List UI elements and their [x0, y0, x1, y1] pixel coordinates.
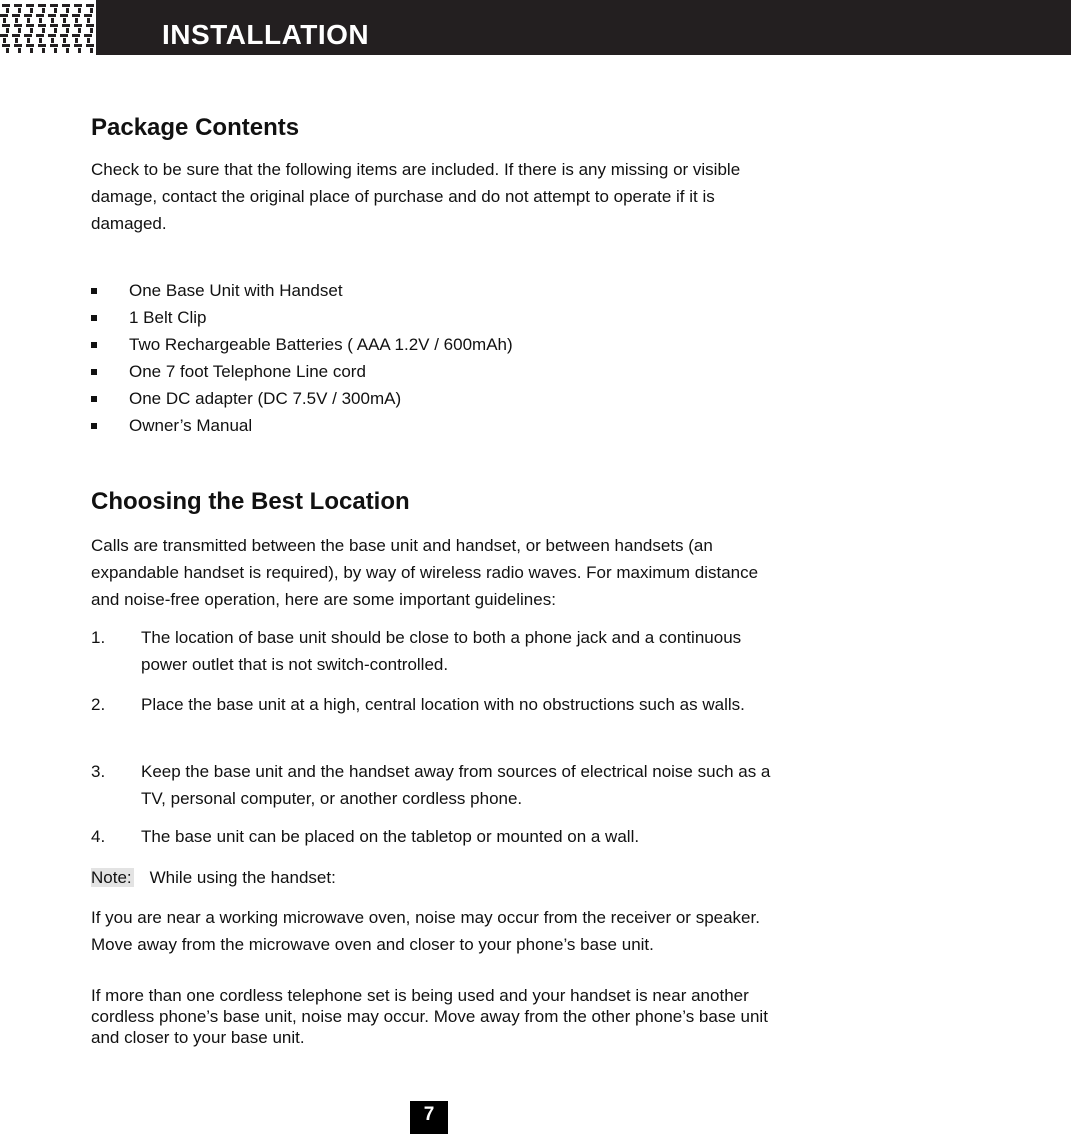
- square-bullet-icon: [91, 315, 97, 321]
- list-item: [91, 358, 513, 385]
- square-bullet-icon: [91, 423, 97, 429]
- list-item-label: One 7 foot Telephone Line cord: [129, 362, 366, 381]
- note-text: While using the handset:: [149, 868, 336, 887]
- square-bullet-icon: [91, 288, 97, 294]
- list-item: [91, 304, 513, 331]
- guideline-number: 3.: [91, 762, 106, 781]
- microwave-paragraph: If you are near a working microwave oven, noise may occur from the receiver or speaker. Move away from the microwave oven and closer to your phone’s base unit.: [91, 908, 760, 954]
- list-item-label: One DC adapter (DC 7.5V / 300mA): [129, 389, 402, 408]
- list-item-label: One Base Unit with Handset: [129, 281, 343, 300]
- best-location-heading: Choosing the Best Location: [91, 488, 410, 515]
- note-row: [91, 864, 336, 891]
- guideline-text: Place the base unit at a high, central location with no obstructions such as walls.: [141, 695, 745, 714]
- guideline-text: The base unit can be placed on the tabletop or mounted on a wall.: [141, 827, 640, 846]
- guideline-item: [91, 624, 791, 678]
- page-number: 7: [410, 1101, 448, 1134]
- package-contents-heading: Package Contents: [91, 114, 300, 141]
- package-items-list: [91, 277, 513, 439]
- list-item-label: Owner’s Manual: [129, 416, 253, 435]
- note-label: Note:: [91, 868, 132, 887]
- list-item-label: 1 Belt Clip: [129, 308, 207, 327]
- square-bullet-icon: [91, 396, 97, 402]
- page-section-title: INSTALLATION: [162, 19, 370, 50]
- list-item-label: Two Rechargeable Batteries ( AAA 1.2V / 600mAh): [129, 335, 513, 354]
- guideline-number: 4.: [91, 827, 106, 846]
- list-item: [91, 385, 513, 412]
- guideline-item: [91, 823, 791, 850]
- guideline-text: The location of base unit should be close to both a phone jack and a continuous power outlet that is not switch-controlled.: [141, 628, 742, 674]
- package-intro-paragraph: Check to be sure that the following items are included. If there is any missing or visible damage, contact the original place of purchase and do not attempt to operate if it is damaged.: [91, 160, 741, 233]
- guideline-number: 2.: [91, 695, 106, 714]
- list-item: [91, 331, 513, 358]
- header-bar: [0, 0, 1071, 55]
- woven-pattern-logo-icon: [0, 0, 96, 55]
- list-item: [91, 277, 513, 304]
- location-intro-paragraph: Calls are transmitted between the base unit and handset, or between handsets (an expandable handset is required), by way of wireless radio waves. For maximum distance and noise-free operation, here are some important guidelines:: [91, 536, 759, 609]
- guideline-text: Keep the base unit and the handset away from sources of electrical noise such as a TV, personal computer, or another cordless phone.: [141, 762, 771, 808]
- list-item: [91, 412, 513, 439]
- guideline-number: 1.: [91, 628, 106, 647]
- cordless-paragraph: If more than one cordless telephone set is being used and your handset is near another cordless phone’s base unit, noise may occur. Move away from the other phone’s base unit and closer to your base unit.: [91, 986, 768, 1047]
- guideline-item: [91, 691, 791, 718]
- square-bullet-icon: [91, 342, 97, 348]
- square-bullet-icon: [91, 369, 97, 375]
- guideline-item: [91, 758, 791, 812]
